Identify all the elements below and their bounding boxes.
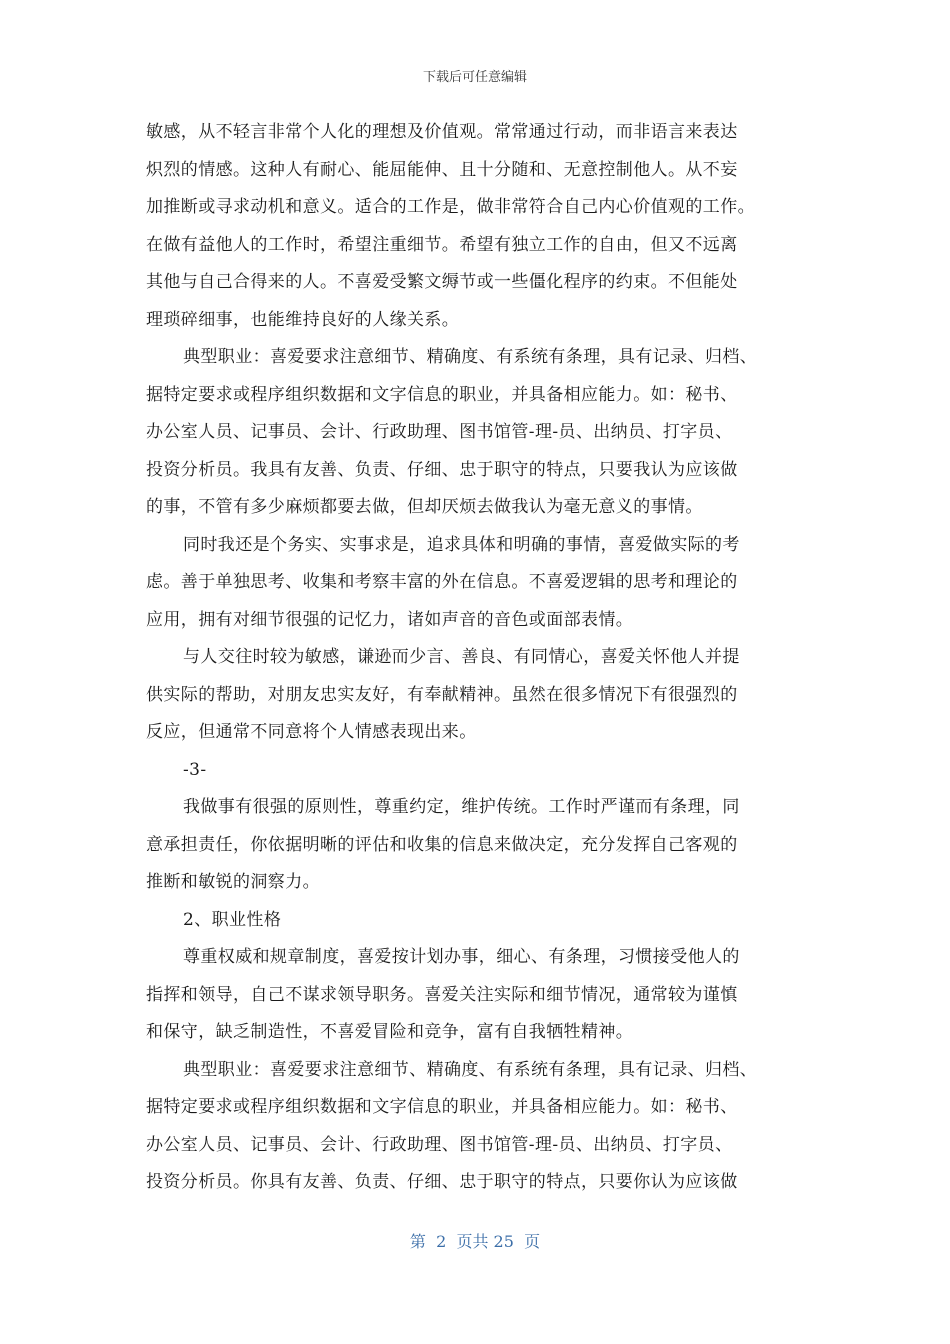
text-line: 反应，但通常不同意将个人情感表现出来。 xyxy=(146,722,477,742)
text-line: 理琐碎细事，也能维持良好的人缘关系。 xyxy=(146,309,460,330)
text-line: 据特定要求或程序组织数据和文字信息的职业，并具备相应能力。如：秘书、 xyxy=(146,384,738,405)
text-line: 典型职业：喜爱要求注意细节、精确度、有系统有条理，具有记录、归档、 xyxy=(183,1059,758,1080)
page-header: 下载后可任意编辑 xyxy=(422,70,527,85)
text-line: 虑。善于单独思考、收集和考察丰富的外在信息。不喜爱逻辑的思考和理论的 xyxy=(146,572,738,592)
page-marker: -3- xyxy=(183,759,207,780)
text-line: 在做有益他人的工作时，希望注重细节。希望有独立工作的自由，但又不远离 xyxy=(146,234,738,255)
text-line: 意承担责任，你依据明晰的评估和收集的信息来做决定，充分发挥自己客观的 xyxy=(146,834,738,855)
text-line: 推断和敏锐的洞察力。 xyxy=(146,872,320,892)
text-line: 加推断或寻求动机和意义。适合的工作是，做非常符合自己内心价值观的工作。 xyxy=(146,197,755,217)
text-line: 办公室人员、记事员、会计、行政助理、图书馆管-理-员、出纳员、打字员、 xyxy=(146,422,733,442)
document-body xyxy=(146,114,826,1202)
section-heading: 2、职业性格 xyxy=(183,909,282,930)
text-line: 与人交往时较为敏感，谦逊而少言、善良、有同情心，喜爱关怀他人并提 xyxy=(183,647,740,667)
text-line: 供实际的帮助，对朋友忠实友好，有奉献精神。虽然在很多情况下有很强烈的 xyxy=(146,684,738,705)
text-line: 办公室人员、记事员、会计、行政助理、图书馆管-理-员、出纳员、打字员、 xyxy=(146,1134,733,1155)
text-line: 同时我还是个务实、实事求是，追求具体和明确的事情，喜爱做实际的考 xyxy=(183,534,740,555)
text-line: 和保守，缺乏制造性，不喜爱冒险和竞争，富有自我牺牲精神。 xyxy=(146,1022,634,1042)
text-line: 应用，拥有对细节很强的记忆力，诸如声音的音色或面部表情。 xyxy=(146,609,634,630)
text-line: 我做事有很强的原则性，尊重约定，维护传统。工作时严谨而有条理，同 xyxy=(183,797,740,817)
text-line: 典型职业：喜爱要求注意细节、精确度、有系统有条理，具有记录、归档、 xyxy=(183,347,758,367)
text-line: 其他与自己合得来的人。不喜爱受繁文缛节或一些僵化程序的约束。不但能处 xyxy=(146,272,738,292)
page-footer: 第 2 页共 25 页 xyxy=(409,1232,541,1251)
text-line: 的事，不管有多少麻烦都要去做，但却厌烦去做我认为毫无意义的事情。 xyxy=(146,497,703,517)
text-line: 投资分析员。我具有友善、负责、仔细、忠于职守的特点，只要我认为应该做 xyxy=(146,459,738,480)
text-line: 投资分析员。你具有友善、负责、仔细、忠于职守的特点，只要你认为应该做 xyxy=(146,1172,738,1192)
text-line: 炽烈的情感。这种人有耐心、能屈能伸、且十分随和、无意控制他人。从不妄 xyxy=(146,159,738,180)
text-line: 指挥和领导，自己不谋求领导职务。喜爱关注实际和细节情况，通常较为谨慎 xyxy=(146,984,738,1005)
text-line: 敏感，从不轻言非常个人化的理想及价值观。常常通过行动，而非语言来表达 xyxy=(146,122,738,142)
text-line: 据特定要求或程序组织数据和文字信息的职业，并具备相应能力。如：秘书、 xyxy=(146,1097,738,1117)
text-line: 尊重权威和规章制度，喜爱按计划办事，细心、有条理，习惯接受他人的 xyxy=(183,947,740,967)
